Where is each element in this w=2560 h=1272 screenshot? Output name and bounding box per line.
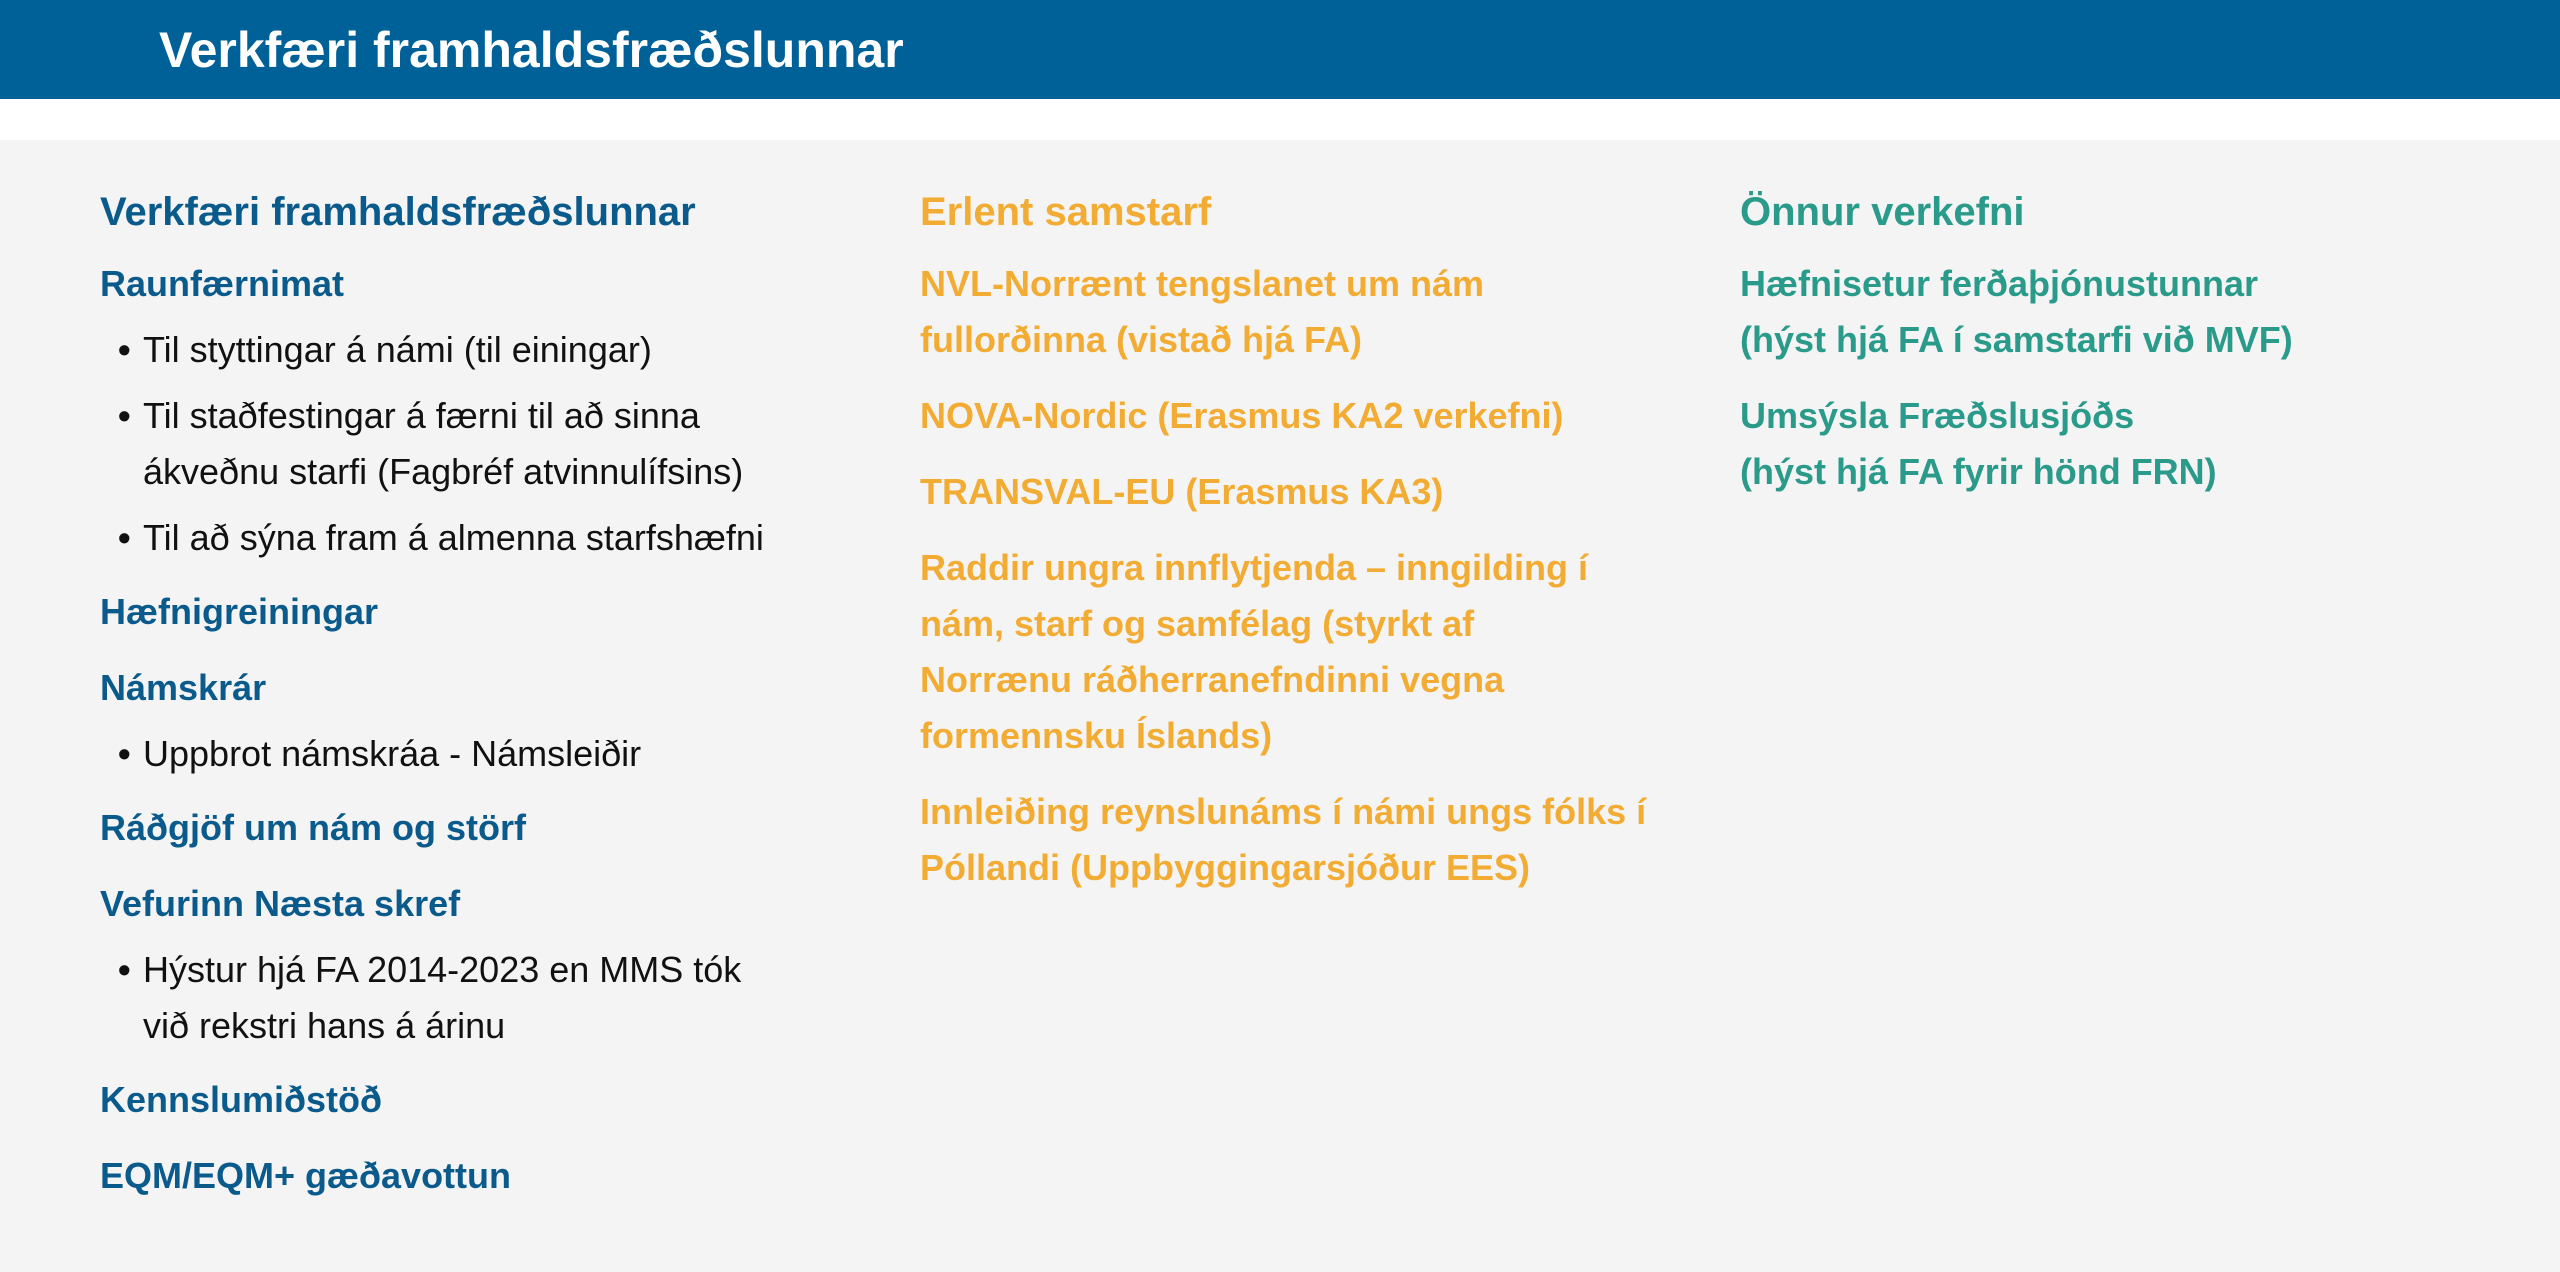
column-other: [1740, 184, 2480, 520]
bullet-icon: •: [118, 395, 131, 436]
column-heading-other: Önnur verkefni: [1740, 190, 2025, 234]
list-item: [118, 510, 820, 566]
bullet-list: [100, 726, 820, 782]
item-title: Umsýsla Fræðslusjóðs: [1740, 395, 2135, 436]
column-tools: [100, 184, 820, 1224]
item-nvl: NVL-Norrænt tengslanet um nám fullorðinna (vistað hjá FA): [920, 263, 1485, 360]
item-kennslumidstod: Kennslumiðstöð: [100, 1079, 383, 1120]
bullet-icon: •: [118, 733, 131, 774]
page-title: Verkfæri framhaldsfræðslunnar: [159, 22, 904, 78]
item-namskrar: Námskrár: [100, 667, 267, 708]
bullet-icon: •: [118, 329, 131, 370]
content-panel: [0, 140, 2560, 1272]
item-raddir: Raddir ungra innflytjenda – inngilding í nám, starf og samfélag (styrkt af Norrænu ráðherranefndinni vegna formennsku Íslands): [920, 547, 1589, 756]
list-item: [118, 388, 820, 500]
item-naesta-skref: Vefurinn Næsta skref: [100, 883, 461, 924]
list-item: [118, 726, 820, 782]
item-transval: TRANSVAL-EU (Erasmus KA3): [920, 471, 1444, 512]
bullet-icon: •: [118, 517, 131, 558]
item-subtitle: (hýst hjá FA í samstarfi við MVF): [1740, 319, 2293, 360]
bullet-text: Til staðfestingar á færni til að sinna ákveðnu starfi (Fagbréf atvinnulífsins): [143, 395, 744, 492]
column-heading-tools: Verkfæri framhaldsfræðslunnar: [100, 190, 696, 234]
header-bar: [0, 0, 2560, 99]
item-innleiding: Innleiðing reynslunáms í námi ungs fólks í Póllandi (Uppbyggingarsjóður EES): [920, 791, 1647, 888]
list-item: [118, 942, 820, 1054]
item-eqm: EQM/EQM+ gæðavottun: [100, 1155, 512, 1196]
bullet-text: Til styttingar á námi (til einingar): [143, 329, 652, 370]
bullet-list: [100, 322, 820, 566]
column-international: [920, 184, 1680, 916]
bullet-text: Uppbrot námskráa - Námsleiðir: [143, 733, 642, 774]
item-title: Hæfnisetur ferðaþjónustunnar: [1740, 263, 2259, 304]
item-haefnigreiningar: Hæfnigreiningar: [100, 591, 379, 632]
bullet-icon: •: [118, 949, 131, 990]
item-haefnisetur: [1740, 256, 2480, 368]
column-heading-international: Erlent samstarf: [920, 190, 1212, 234]
list-item: [118, 322, 820, 378]
item-radgjof: Ráðgjöf um nám og störf: [100, 807, 526, 848]
item-nova-nordic: NOVA-Nordic (Erasmus KA2 verkefni): [920, 395, 1564, 436]
bullet-list: [100, 942, 820, 1054]
bullet-text: Til að sýna fram á almenna starfshæfni: [143, 517, 764, 558]
item-subtitle: (hýst hjá FA fyrir hönd FRN): [1740, 451, 2217, 492]
item-raunfaernimat: Raunfærnimat: [100, 263, 345, 304]
item-fraedslusjodur: [1740, 388, 2480, 500]
bullet-text: Hýstur hjá FA 2014-2023 en MMS tók við rekstri hans á árinu: [143, 949, 742, 1046]
